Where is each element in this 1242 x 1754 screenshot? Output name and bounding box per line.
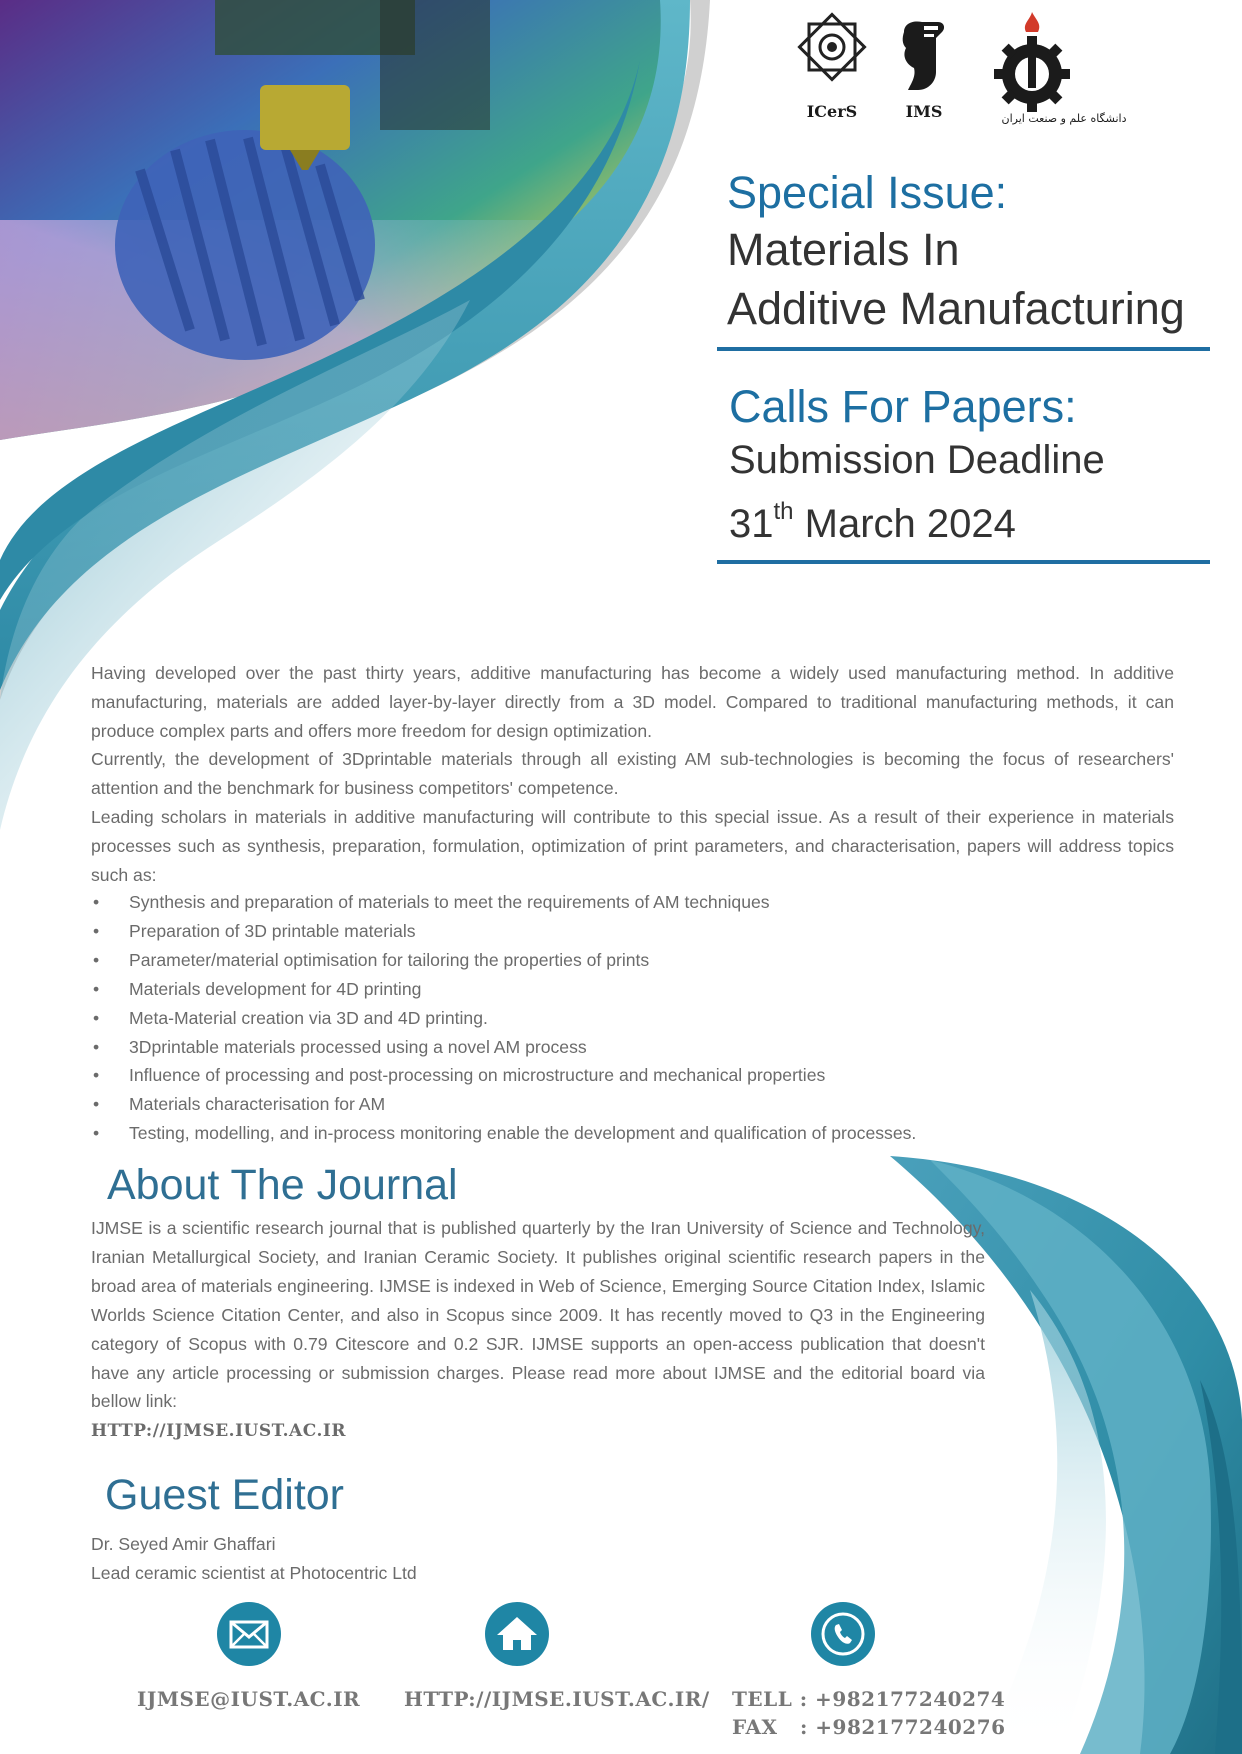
topic-text: Testing, modelling, and in-process monitoring enable the development and qualification of processes. <box>129 1123 917 1144</box>
deadline-label: Submission Deadline <box>729 438 1105 482</box>
calls-for-papers-label: Calls For Papers: <box>729 381 1077 432</box>
deadline-suffix: th <box>773 498 794 525</box>
list-item <box>91 888 1091 917</box>
journal-link[interactable]: HTTP://IJMSE.IUST.AC.IR <box>91 1421 346 1442</box>
intro-paragraph: Currently, the development of 3Dprintable materials through all existing AM sub-technologies is becoming the focus of researchers' attention and the benchmark for business competitors' competence. <box>91 749 1174 799</box>
topics-list <box>91 888 1091 1148</box>
guest-editor-title: Guest Editor <box>105 1471 344 1519</box>
bullet-icon: • <box>93 978 100 999</box>
deadline-day: 31 <box>729 502 774 546</box>
phone-icon[interactable] <box>811 1602 875 1666</box>
partner-logos <box>786 12 1127 132</box>
bullet-icon: • <box>93 892 100 912</box>
topic-text: Synthesis and preparation of materials to meet the requirements of AM techniques <box>129 892 770 912</box>
special-issue-block <box>727 166 1185 338</box>
list-item <box>91 975 1091 1004</box>
title-line-2: Additive Manufacturing <box>727 283 1185 334</box>
editor-role: Lead ceramic scientist at Photocentric Ltd <box>91 1563 417 1583</box>
topic-text: Meta-Material creation via 3D and 4D printing. <box>129 1007 488 1028</box>
call-for-papers-block <box>729 380 1105 550</box>
list-item <box>91 1033 1091 1062</box>
about-text <box>91 1214 985 1446</box>
list-item <box>91 1119 1091 1148</box>
deadline-month-year: March 2024 <box>793 502 1016 546</box>
topic-text: Influence of processing and post-processing on microstructure and mechanical properties <box>129 1065 826 1086</box>
editor-name: Dr. Seyed Amir Ghaffari <box>91 1534 276 1554</box>
list-item <box>91 917 1091 946</box>
title-line-1: Materials In <box>727 224 960 275</box>
list-item <box>91 1004 1091 1033</box>
intro-paragraph: Having developed over the past thirty years, additive manufacturing has become a widely used manufacturing method. In additive manufacturing, materials are added layer-by-layer directly from a 3D model. Compared to traditional manufacturing methods, it can produce complex parts and offers more freedom for design optimization. <box>91 663 1174 741</box>
list-item <box>91 1061 1091 1090</box>
bullet-icon: • <box>93 1036 100 1057</box>
editor-info <box>91 1530 417 1588</box>
ims-logo <box>894 12 954 132</box>
deadline-divider <box>717 560 1210 564</box>
list-item <box>91 1090 1091 1119</box>
contact-email[interactable]: IJMSE@IUST.AC.IR <box>137 1687 361 1711</box>
bullet-icon: • <box>93 920 100 941</box>
email-icon[interactable] <box>217 1602 281 1666</box>
topic-text: 3Dprintable materials processed using a novel AM process <box>129 1036 587 1057</box>
iust-label: دانشگاه علم و صنعت ایران <box>1001 112 1127 125</box>
bullet-icon: • <box>93 1123 100 1144</box>
deadline-date <box>729 486 1105 550</box>
about-paragraph: IJMSE is a scientific research journal that is published quarterly by the Iran University of Science and Technology, Iranian Metallurgical Society, and Iranian Ceramic Society. It publishes original scientific research papers in the broad area of materials engineering. IJMSE is indexed in Web of Science, Emerging Source Citation Index, Islamic Worlds Science Citation Center, and also in Scopus since 2009. It has recently moved to Q3 in the Engineering category of Scopus with 0.79 Citescore and 0.2 SJR. IJMSE supports an open-access publication that doesn't have any article processing or submission charges. Please read more about IJMSE and the editorial board via bellow link: <box>91 1218 985 1412</box>
home-icon[interactable] <box>485 1602 549 1666</box>
topic-text: Parameter/material optimisation for tailoring the properties of prints <box>129 949 650 970</box>
intro-paragraph: Leading scholars in materials in additive manufacturing will contribute to this special issue. As a result of their experience in materials processes such as synthesis, preparation, formulation, optimization of print parameters, and characterisation, papers will address topics such as: <box>91 806 1174 885</box>
topic-text: Materials development for 4D printing <box>129 978 422 999</box>
contact-website[interactable]: HTTP://IJMSE.IUST.AC.IR/ <box>404 1687 710 1711</box>
bullet-icon: • <box>93 1065 100 1086</box>
iust-logo <box>992 12 1127 132</box>
ims-label: IMS <box>905 102 943 121</box>
bullet-icon: • <box>93 1007 100 1028</box>
special-issue-label: Special Issue: <box>727 167 1008 218</box>
icers-label: ICerS <box>806 102 858 121</box>
bullet-icon: • <box>93 949 100 970</box>
contact-tel: TELL : +982177240274 <box>732 1687 1006 1711</box>
title-divider <box>717 347 1210 351</box>
contact-fax: FAX : +982177240276 <box>732 1715 1006 1739</box>
about-title: About The Journal <box>107 1161 458 1209</box>
icers-logo <box>792 12 872 132</box>
topic-text: Preparation of 3D printable materials <box>129 920 416 941</box>
bullet-icon: • <box>93 1094 100 1115</box>
intro-text <box>91 659 1174 889</box>
topic-text: Materials characterisation for AM <box>129 1094 386 1115</box>
list-item <box>91 946 1091 975</box>
